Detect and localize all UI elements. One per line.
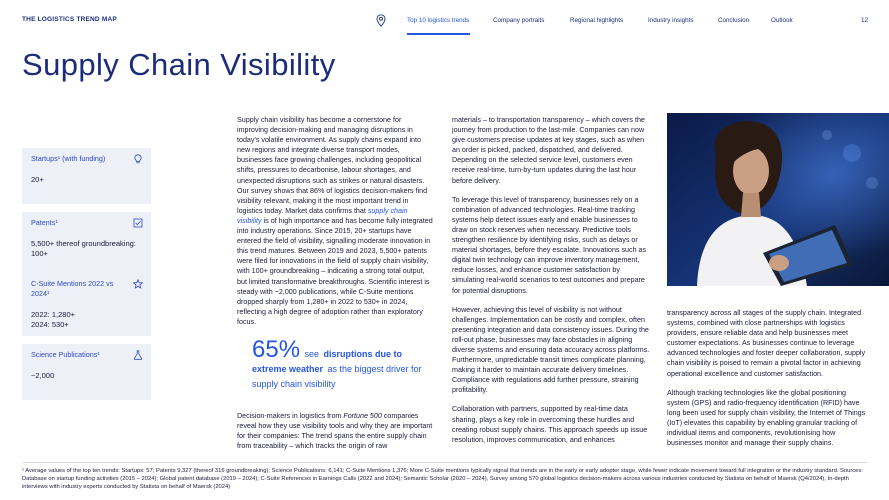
photo-illustration (667, 113, 889, 286)
stat-card-startups (22, 148, 151, 204)
text-column-1 (237, 115, 434, 336)
text-column-1-continued (237, 411, 434, 460)
paragraph: transparency across all stages of the supply chain. Integrated systems, combined with close partnerships with logistics providers, ensure reliable data and help businesses meet customer expectations. As businesses continue to leverage advanced technologies and foster deeper collaboration, supply chain visibility is poised to remain a pivotal factor in achieving operational excellence and customer satisfaction. (667, 309, 866, 378)
paragraph (237, 115, 434, 327)
nav-company-portraits[interactable]: Company portraits (493, 17, 545, 24)
page-number: 12 (861, 17, 869, 24)
stat-value: 5,500+ thereof groundbreaking: 100+ (31, 239, 136, 258)
paragraph: Although tracking technologies like the global positioning system (GPS) and radio-frequency identification (RFID) have long been used for supply chain visibility, the Internet of Things (IoT) elevates this capability by enabling granular tracking of individual items and components, revolutionising how businesses monitor and manage their supply chains. (667, 388, 866, 448)
text-run: companies reveal how they use visibility tools and why they are important for their companies: The trend spans the entire supply chain from traceability – which tracks the origin of raw (237, 412, 433, 451)
text-run: is of high importance and has become fully integrated into industry operations. Since 2015, 20+ startups have entered the field of visibility, signalling moderate innovation in this trend matures. Between 2019 and 2023, 5,500+ patents were filed for innovations in the field of supply chain visibility, with 100+ groundbreaking – indicating a strong total output, but limited transformative breakthroughs. Scientific interest is steady with ~2,000 publications, while C-Suite mentions dropped sharply from 1,280+ in 2022 to 530+ in 2024, reflecting a high degree of adoption rather than exploratory focus. (237, 216, 433, 326)
page-title: Supply Chain Visibility (22, 47, 336, 82)
stat-card-patents (22, 212, 151, 278)
stat-card-csuite (22, 273, 151, 336)
nav-top-10-trends[interactable]: Top 10 logistics trends (407, 17, 470, 24)
inline-link[interactable]: supply chain visibility (237, 206, 408, 225)
quote-rest: as the biggest driver for supply chain visibility (252, 364, 422, 389)
stat-title: Startups¹ (with funding) (31, 154, 106, 163)
paragraph: materials – to transportation transparency – which covers the journey from production to the last-mile. Companies can now give customers precise updates at key stages, such as when an order is picked, packed, dispatched, and delivered. Depending on the selected service level, customers even receive real-time, turn-by-turn updates during the last hour before delivery. (452, 116, 645, 185)
text-column-3 (667, 308, 867, 457)
checkbox-icon (133, 218, 143, 228)
stat-value: 20+ (31, 175, 44, 184)
paragraph (237, 411, 434, 451)
nav-industry-insights[interactable]: Industry insights (648, 17, 694, 24)
pull-quote (252, 336, 437, 391)
flask-icon (133, 350, 143, 360)
stat-value: 2022: 1,280+ 2024: 530+ (31, 310, 76, 329)
stat-title: Patents¹ (31, 218, 58, 227)
footnote-divider (22, 462, 867, 463)
nav-conclusion[interactable]: Conclusion (718, 17, 750, 24)
brand-title[interactable]: THE LOGISTICS TREND MAP (22, 16, 117, 23)
lightbulb-icon (133, 154, 143, 164)
paragraph: Collaboration with partners, supported by real-time data sharing, plays a key role in overcoming these hurdles and creating robust supply chains. This approach speeds up issue resolution, improves communication, and enhances (452, 405, 648, 444)
text-column-2 (452, 115, 652, 454)
map-pin-icon[interactable] (376, 14, 386, 27)
hero-photo (667, 113, 889, 286)
paragraph: However, achieving this level of visibility is not without challenges. Implementation can be costly and complex, often presenting integration and data consistency issues. During the roll-out phase, businesses may face obstacles in aligning diverse systems and ensuring data accuracy across platforms. Furthermore, unpredictable transit times complicate planning, making it harder to maintain accurate delivery timelines. Compliance with regulations add further pressure, straining profitability. (452, 305, 650, 395)
stat-title: Science Publications¹ (31, 350, 100, 359)
paragraph: To leverage this level of transparency, businesses rely on a combination of advanced technologies. Real-time tracking systems help detect issues early and enable businesses to draw on stock reserves when necessary. Predictive tools strengthen resilience by identifying risks, such as delays or material shortages, before they escalate. Innovations such as digital twin technology can improve inventory management, reduce losses, and enhance customer satisfaction by simulating real-world scenarios to test outcomes and prepare for potential disruptions. (452, 195, 647, 295)
nav-regional-highlights[interactable]: Regional highlights (570, 17, 624, 24)
star-icon (133, 279, 143, 289)
italic-text: Fortune 500 (343, 412, 382, 420)
stat-value: ~2,000 (31, 371, 55, 380)
nav-active-indicator (407, 33, 470, 35)
quote-highlight: disruptions due to extreme weather (252, 349, 402, 374)
nav-outlook[interactable]: Outlook (771, 17, 793, 24)
footnote: ¹ Average values of the top ten trends: Startups: 57; Patents 9,327 (thereof 316 groundbreaking); Science Publications: 6,141; C-Suite Mentions 1,376; More C-Suite mentions typically signal that trends are in the early or early adopter stage, while fewer indicate movement toward full integration or the industry standard. Sources: Database on startup funding activities (2015 – 2024); Global patent database (2019 – 2024); C-Suite References in Earnings Calls (2022 and 2024); Semantic Scholar (2020 – 2024), Survey among 570 global logistics decision-makers across various industries conducted by Statista on behalf of Maersk (Q4/2024), In-depth interviews with industry experts conducted by Statista on behalf of Maersk (2024) (22, 468, 863, 491)
text-run: Decision-makers in logistics from (237, 412, 342, 420)
quote-percent: 65% (252, 336, 301, 363)
stat-card-science (22, 344, 151, 400)
quote-see: see (304, 349, 320, 359)
stat-title: C-Suite Mentions 2022 vs 2024¹ (31, 279, 114, 298)
top-navigation (0, 0, 889, 40)
text-run: Supply chain visibility has become a cornerstone for improving decision-making and managing disruptions in today's volatile environment. As supply chains expand into new regions and integrate diverse transport modes, businesses face growing challenges, including geopolitical shifts, pressures to decarbonise, labour shortages, and unexpected disruptions such as strikes or natural disasters. Our survey shows that 86% of logistics decision-makers find visibility relevant, making it the most important trend in logistics today. Market data confirms that (237, 116, 428, 215)
